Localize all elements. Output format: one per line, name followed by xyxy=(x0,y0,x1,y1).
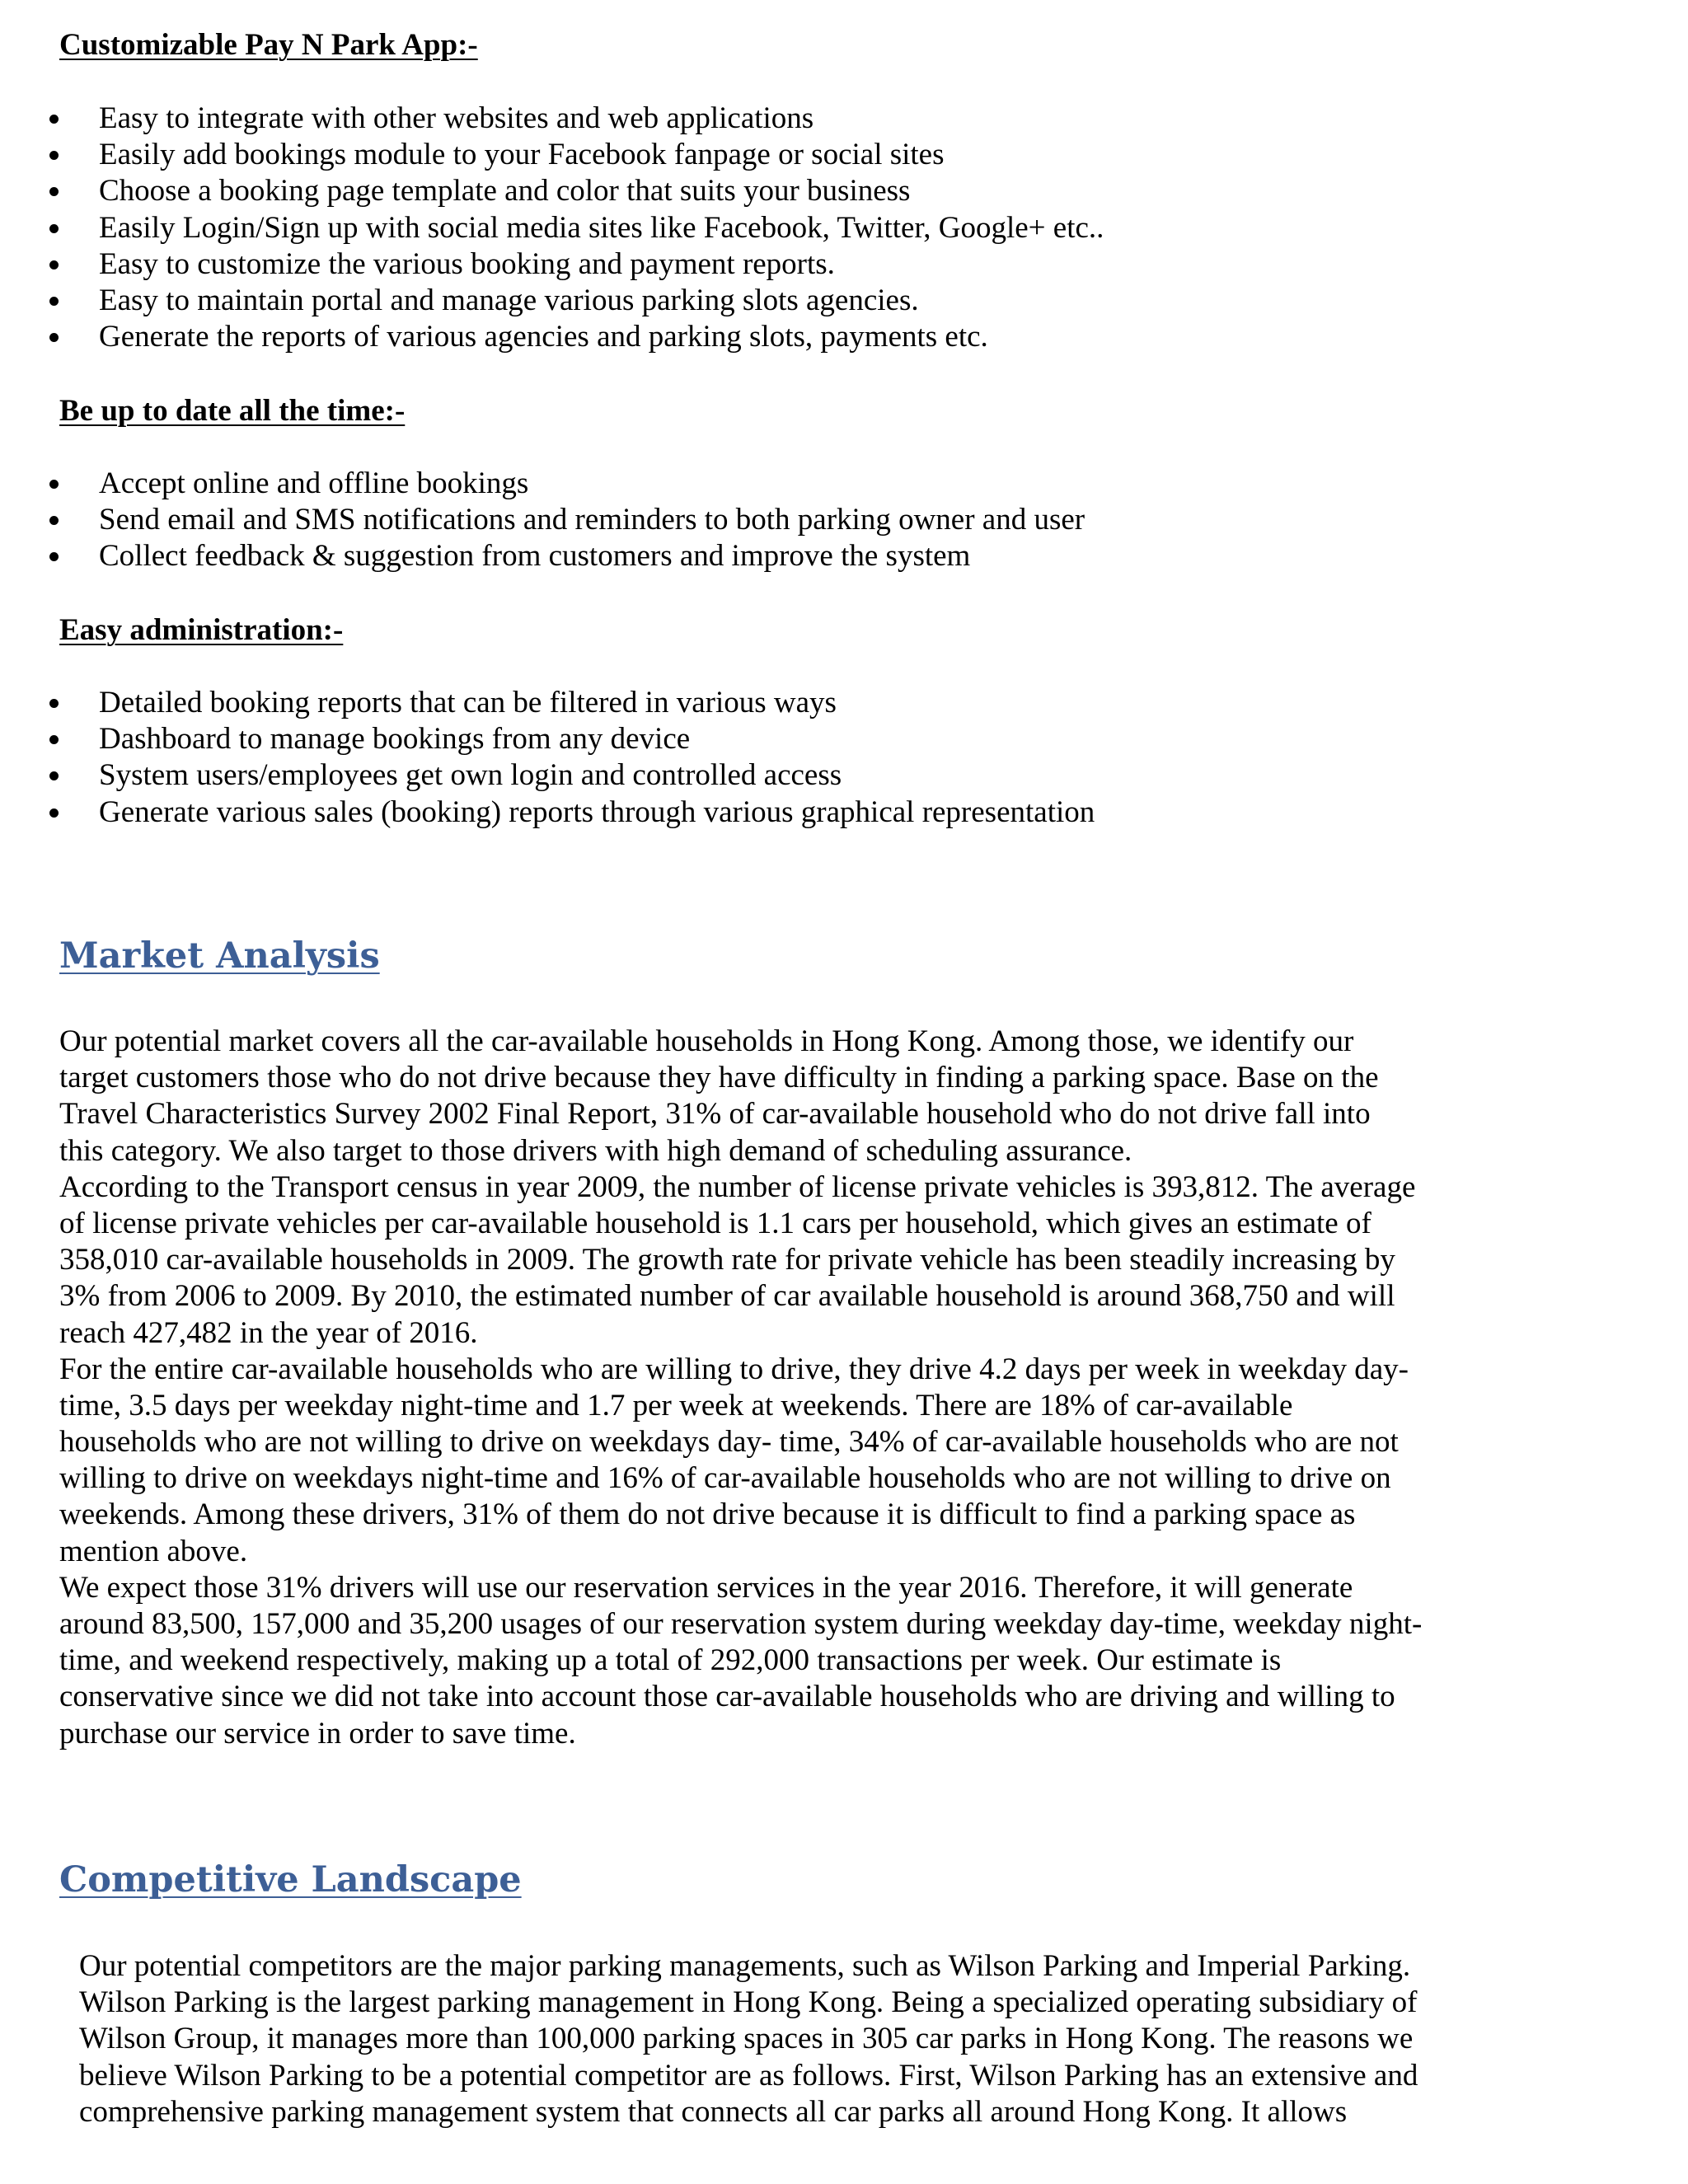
bullet-icon xyxy=(49,480,59,489)
paragraph-line: Travel Characteristics Survey 2002 Final Report, 31% of car-available household who do not drive fall into xyxy=(59,1097,1371,1132)
bullet-icon xyxy=(49,771,59,780)
list-item: Choose a booking page template and color that suits your business xyxy=(0,173,1104,209)
paragraph-line: time, and weekend respectively, making up a total of 292,000 transactions per week. Our estimate is xyxy=(59,1643,1282,1678)
market-analysis-body xyxy=(59,1024,1422,1752)
paragraph-line: this category. We also target to those drivers with high demand of scheduling assurance. xyxy=(59,1133,1132,1168)
bullet-list-easy-administration xyxy=(0,685,1095,831)
list-item: Accept online and offline bookings xyxy=(0,466,1085,502)
competitive-landscape-heading: Competitive Landscape xyxy=(59,1859,522,1900)
paragraph-line: Our potential competitors are the major parking managements, such as Wilson Parking and Imperial Parking. xyxy=(79,1949,1411,1983)
paragraph-line: reach 427,482 in the year of 2016. xyxy=(59,1315,478,1350)
paragraph-line: According to the Transport census in year 2009, the number of license private vehicles is 393,812. The average xyxy=(59,1169,1416,1204)
paragraph-line: 358,010 car-available households in 2009. The growth rate for private vehicle has been steadily increasing by xyxy=(59,1243,1395,1277)
paragraph-line: For the entire car-available households who are willing to drive, they drive 4.2 days per week in weekday day- xyxy=(59,1352,1409,1386)
competitive-landscape-body xyxy=(79,1948,1418,2130)
bullet-list-up-to-date xyxy=(0,466,1085,575)
section-heading-customizable: Customizable Pay N Park App:- xyxy=(59,28,478,62)
list-item: Generate various sales (booking) reports through various graphical representation xyxy=(0,794,1095,831)
bullet-icon xyxy=(49,187,59,196)
bullet-icon xyxy=(49,115,59,124)
paragraph-line: of license private vehicles per car-available household is 1.1 cars per household, which gives an estimate of xyxy=(59,1206,1372,1240)
section-heading-up-to-date: Be up to date all the time:- xyxy=(59,394,406,428)
market-analysis-heading: Market Analysis xyxy=(59,935,380,977)
bullet-icon xyxy=(49,260,59,269)
list-item: Easy to maintain portal and manage various parking slots agencies. xyxy=(0,283,1104,319)
paragraph-line: Wilson Group, it manages more than 100,000 parking spaces in 305 car parks in Hong Kong. The reasons we xyxy=(79,2022,1414,2056)
bullet-icon xyxy=(49,297,59,306)
list-item: Generate the reports of various agencies and parking slots, payments etc. xyxy=(0,319,1104,355)
paragraph-line: We expect those 31% drivers will use our reservation services in the year 2016. Therefore, it will generate xyxy=(59,1570,1353,1605)
list-item: Send email and SMS notifications and reminders to both parking owner and user xyxy=(0,502,1085,538)
paragraph-line: 3% from 2006 to 2009. By 2010, the estimated number of car available household is around 368,750 and will xyxy=(59,1279,1395,1314)
paragraph-line: Our potential market covers all the car-available households in Hong Kong. Among those, we identify our xyxy=(59,1024,1354,1058)
paragraph-line: conservative since we did not take into account those car-available households who are driving and willing to xyxy=(59,1680,1395,1714)
paragraph-line: purchase our service in order to save time. xyxy=(59,1716,576,1750)
bullet-icon xyxy=(49,151,59,160)
list-item: Detailed booking reports that can be filtered in various ways xyxy=(0,685,1095,721)
bullet-icon xyxy=(49,333,59,342)
paragraph-line: mention above. xyxy=(59,1534,248,1568)
paragraph-line: target customers those who do not drive because they have difficulty in finding a parking space. Base on the xyxy=(59,1061,1379,1095)
list-item: Easily Login/Sign up with social media sites like Facebook, Twitter, Google+ etc.. xyxy=(0,210,1104,246)
paragraph-line: Wilson Parking is the largest parking management in Hong Kong. Being a specialized operating subsidiary of xyxy=(79,1985,1418,2020)
bullet-icon xyxy=(49,224,59,233)
bullet-icon xyxy=(49,699,59,708)
paragraph-line: households who are not willing to drive on weekdays day- time, 34% of car-available households who are not xyxy=(59,1425,1399,1460)
list-item: Collect feedback & suggestion from customers and improve the system xyxy=(0,538,1085,574)
list-item: System users/employees get own login and controlled access xyxy=(0,757,1095,794)
bullet-icon xyxy=(49,552,59,561)
paragraph-line: time, 3.5 days per weekday night-time and 1.7 per week at weekends. There are 18% of car-available xyxy=(59,1388,1293,1422)
paragraph-line: willing to drive on weekdays night-time and 16% of car-available households who are not willing to drive on xyxy=(59,1461,1391,1496)
paragraph-line: around 83,500, 157,000 and 35,200 usages of our reservation system during weekday day-time, weekday night- xyxy=(59,1607,1423,1641)
paragraph-line: weekends. Among these drivers, 31% of them do not drive because it is difficult to find a parking space as xyxy=(59,1497,1356,1532)
list-item: Easy to customize the various booking and payment reports. xyxy=(0,246,1104,283)
bullet-icon xyxy=(49,516,59,525)
bullet-icon xyxy=(49,735,59,744)
list-item: Easy to integrate with other websites and web applications xyxy=(0,101,1104,137)
bullet-list-customizable xyxy=(0,101,1104,355)
list-item: Dashboard to manage bookings from any device xyxy=(0,721,1095,757)
paragraph-line: comprehensive parking management system that connects all car parks all around Hong Kong. It allows xyxy=(79,2094,1348,2129)
section-heading-easy-administration: Easy administration:- xyxy=(59,613,344,647)
bullet-icon xyxy=(49,808,59,818)
list-item: Easily add bookings module to your Facebook fanpage or social sites xyxy=(0,137,1104,173)
paragraph-line: believe Wilson Parking to be a potential competitor are as follows. First, Wilson Parking has an extensive and xyxy=(79,2058,1418,2093)
